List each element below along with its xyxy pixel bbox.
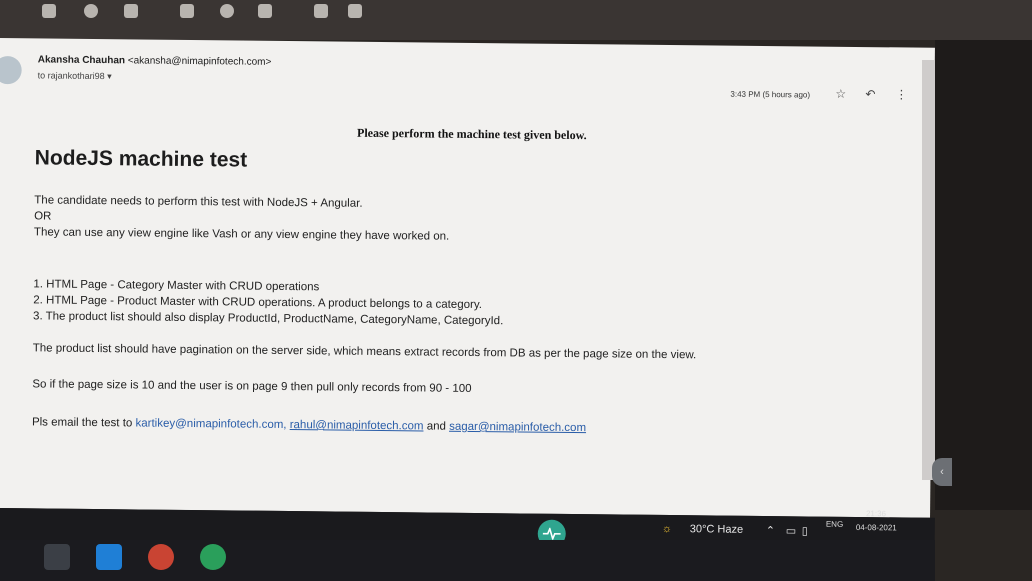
mail-icon[interactable] — [180, 4, 194, 18]
pulse-wave-icon — [543, 528, 561, 540]
desktop-app-icon[interactable] — [44, 544, 70, 570]
chevron-left-icon[interactable]: ‹ — [932, 458, 952, 486]
recipient-line[interactable] — [38, 70, 112, 82]
app-dock — [0, 540, 935, 581]
sender-line — [38, 54, 272, 67]
paragraph-line: The candidate needs to perform this test with NodeJS + Angular. — [34, 194, 363, 210]
folder-icon[interactable] — [314, 4, 328, 18]
email-link-sagar[interactable]: sagar@nimapinfotech.com — [449, 420, 587, 435]
language-indicator[interactable]: ENG — [825, 519, 844, 529]
weather-status[interactable]: 30°C Haze — [689, 523, 744, 536]
requirements-block — [34, 192, 450, 244]
chevron-up-icon[interactable]: ⌃ — [765, 525, 776, 538]
clock-date[interactable]: 04-08-2021 — [855, 522, 897, 533]
tab-icon[interactable] — [42, 4, 56, 18]
contact-line — [32, 414, 586, 436]
list-item: 2. HTML Page - Product Master with CRUD operations. A product belongs to a category. — [33, 294, 483, 312]
clock-time[interactable]: 21:36 — [865, 509, 887, 519]
info-icon[interactable] — [84, 4, 98, 18]
reply-icon[interactable]: ↶ — [865, 87, 876, 102]
browser-toolbar — [0, 0, 1032, 40]
contact-prefix: Pls email the test to — [31, 416, 133, 430]
label-icon[interactable] — [348, 4, 362, 18]
recipient-label: to rajankothari98 — [37, 70, 105, 82]
check-icon[interactable] — [258, 4, 272, 18]
sender-email: <akansha@nimapinfotech.com> — [127, 55, 272, 68]
avatar[interactable] — [0, 56, 22, 84]
monitor-bezel — [935, 40, 1032, 510]
chrome-icon[interactable] — [148, 544, 174, 570]
list-item: 1. HTML Page - Category Master with CRUD operations — [33, 278, 320, 294]
paragraph-line: OR — [34, 210, 52, 223]
battery-icon[interactable]: ▯ — [801, 525, 808, 538]
email-link-kartikey[interactable]: kartikey@nimapinfotech.com, — [135, 417, 287, 432]
sender-name: Akansha Chauhan — [37, 54, 126, 67]
vscode-icon[interactable] — [96, 544, 122, 570]
email-link-rahul[interactable]: rahul@nimapinfotech.com — [289, 419, 424, 433]
star-icon[interactable]: ☆ — [835, 86, 847, 101]
weather-icon[interactable]: ☼ — [661, 522, 672, 536]
chevron-down-icon[interactable]: ▾ — [107, 71, 112, 82]
list-item: 3. The product list should also display ProductId, ProductName, CategoryName, CategoryId. — [33, 310, 504, 328]
pagination-note: The product list should have pagination on the server side, which means extract records from DB as per the page size on the view. — [32, 342, 697, 362]
email-view — [0, 38, 935, 518]
contact-and: and — [426, 420, 446, 433]
page-title: NodeJS machine test — [34, 146, 248, 172]
network-icon[interactable]: ▭ — [785, 525, 797, 538]
clock-icon[interactable] — [220, 4, 234, 18]
task-list — [33, 276, 504, 329]
page-example: So if the page size is 10 and the user is on page 9 then pull only records from 90 - 100 — [32, 378, 472, 395]
intro-text: Please perform the machine test given below. — [356, 125, 587, 143]
more-vertical-icon[interactable]: ⋮ — [895, 87, 908, 102]
paragraph-line: They can use any view engine like Vash or any view engine they have worked on. — [33, 226, 450, 243]
trash-icon[interactable] — [124, 4, 138, 18]
timestamp: 3:43 PM (5 hours ago) — [730, 89, 811, 100]
chrome-alt-icon[interactable] — [200, 544, 226, 570]
